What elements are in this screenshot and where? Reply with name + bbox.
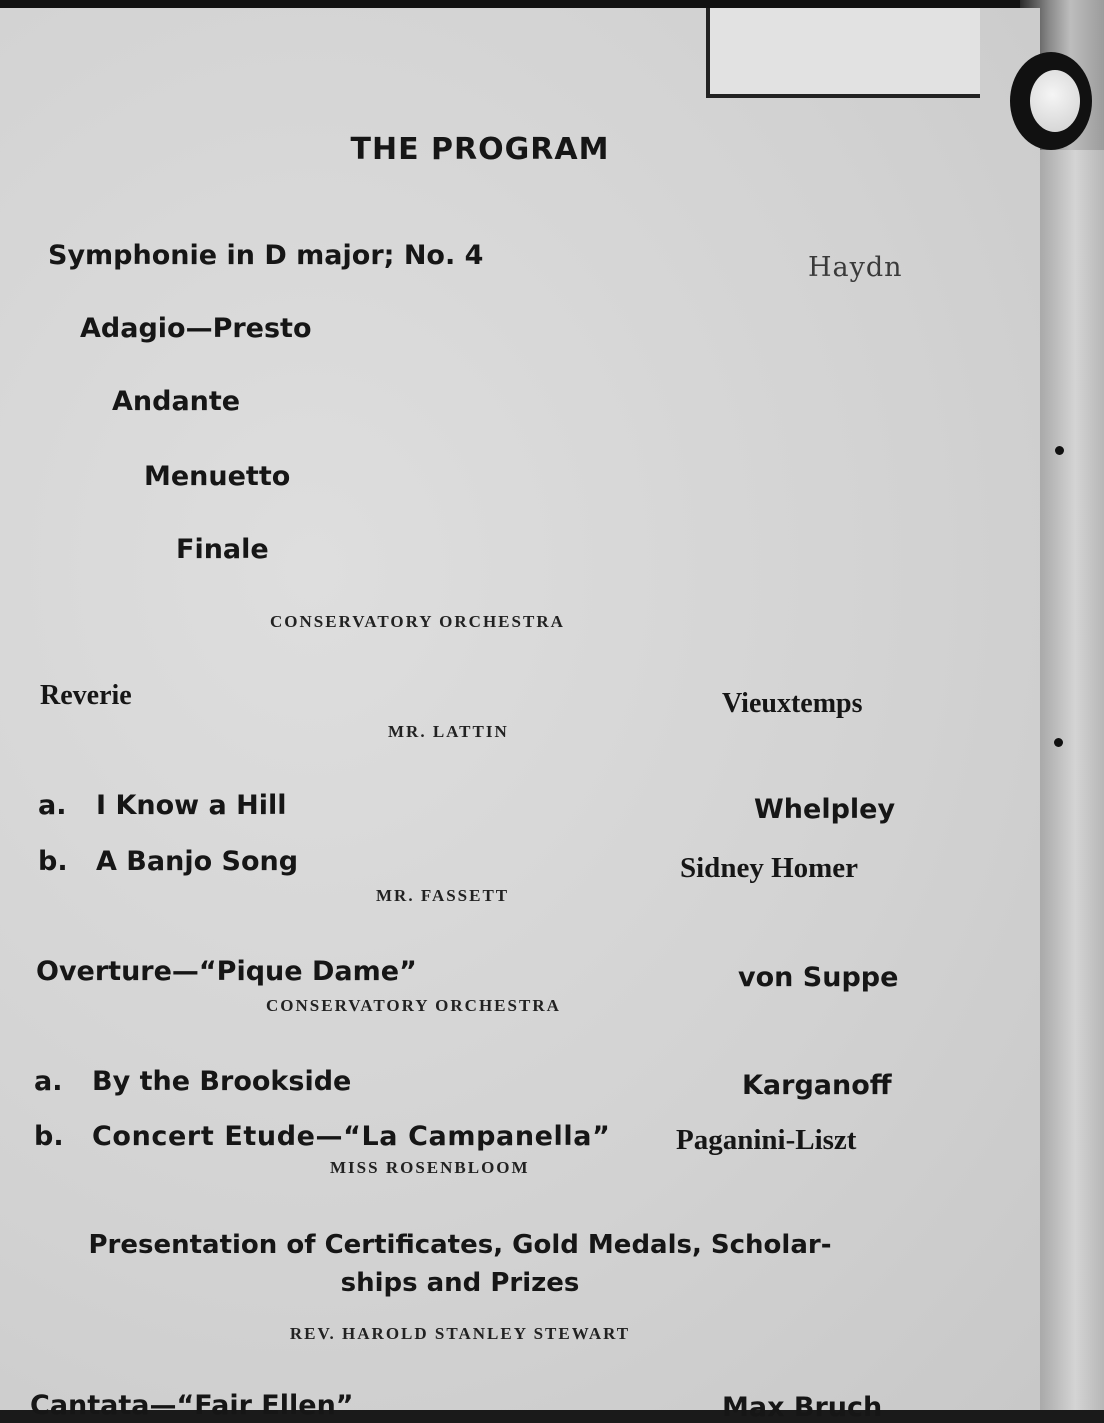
symphony-composer: Haydn xyxy=(808,252,903,283)
cantata-title: Cantata—“Fair Ellen” xyxy=(30,1390,354,1421)
reverie-composer: Vieuxtemps xyxy=(722,688,863,719)
song-b-marker: b. xyxy=(38,846,68,877)
presentation-presenter: REV. HAROLD STANLEY STEWART xyxy=(289,1324,631,1343)
song-a-title: I Know a Hill xyxy=(96,790,287,821)
reverie-title: Reverie xyxy=(40,680,132,711)
piano-performer: MISS ROSENBLOOM xyxy=(330,1158,530,1177)
paper-fold-tab xyxy=(706,8,980,98)
movement-3: Menuetto xyxy=(144,461,291,492)
cantata-composer: Max Bruch xyxy=(722,1392,883,1423)
board-edge-highlight xyxy=(1040,150,1104,1410)
overture-performer: CONSERVATORY ORCHESTRA xyxy=(266,996,561,1015)
piano-b-marker: b. xyxy=(34,1121,64,1152)
movement-2: Andante xyxy=(112,386,241,417)
symphony-performer: CONSERVATORY ORCHESTRA xyxy=(270,612,565,631)
song-a-composer: Whelpley xyxy=(754,794,896,825)
songs-performer: MR. FASSETT xyxy=(376,886,510,905)
piano-b-title: Concert Etude—“La Campanella” xyxy=(92,1121,611,1152)
page-title: THE PROGRAM xyxy=(350,132,610,167)
song-a-marker: a. xyxy=(38,790,67,821)
piano-a-composer: Karganoff xyxy=(742,1070,892,1101)
reverie-performer: MR. LATTIN xyxy=(388,722,509,741)
symphony-title: Symphonie in D major; No. 4 xyxy=(48,240,484,271)
piano-a-marker: a. xyxy=(34,1066,63,1097)
board-pin-dot xyxy=(1054,738,1063,747)
overture-composer: von Suppe xyxy=(738,962,899,993)
presentation-line-1: Presentation of Certificates, Gold Medals, Scholar- xyxy=(88,1230,832,1260)
program-sheet xyxy=(0,8,1040,1423)
overture-title: Overture—“Pique Dame” xyxy=(36,956,417,987)
movement-1: Adagio—Presto xyxy=(80,313,312,344)
binder-ring-hole xyxy=(1030,70,1080,132)
song-b-composer: Sidney Homer xyxy=(680,852,859,884)
piano-b-composer: Paganini-Liszt xyxy=(676,1124,857,1156)
song-b-title: A Banjo Song xyxy=(96,846,299,877)
piano-a-title: By the Brookside xyxy=(92,1066,352,1097)
board-pin-dot xyxy=(1055,446,1064,455)
presentation-line-2: ships and Prizes xyxy=(340,1268,580,1298)
movement-4: Finale xyxy=(176,534,269,565)
